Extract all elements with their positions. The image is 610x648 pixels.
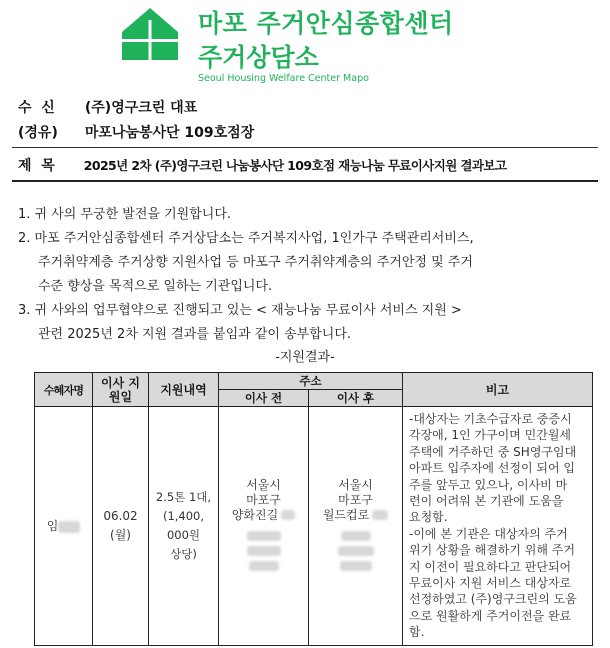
section-title: -지원결과-	[275, 350, 335, 365]
col-header-after: 이사 후	[309, 390, 403, 407]
recipient-label: 수 신	[18, 100, 55, 116]
before-line3	[220, 508, 307, 523]
subject-row	[18, 155, 506, 175]
col-header-move-date: 이사 지원일	[93, 373, 149, 407]
col-header-remark: 비고	[403, 373, 593, 407]
after-street: 월드컵로	[322, 507, 370, 522]
remark-line: 각장애, 1인 가구이며 민간월세	[409, 428, 571, 443]
redacted-address	[372, 510, 388, 520]
after-line3	[310, 508, 401, 523]
org-name-line1: 마포 주거안심종합센터	[198, 9, 454, 38]
redacted-block	[220, 529, 307, 574]
remark-line: 으로 원활하게 주거이전을 완료	[409, 608, 572, 623]
house-logo-icon	[118, 6, 182, 62]
via-value: 마포나눔봉사단 109호점장	[84, 125, 255, 141]
support-line1: 2.5톤 1대,	[155, 489, 212, 504]
recipient-name: 임	[46, 519, 59, 534]
col-header-recipient: 수혜자명	[35, 373, 93, 407]
cell-address-before	[219, 407, 309, 646]
redacted-address	[281, 510, 295, 520]
remark-line: 주택에 거주하던 중 SH영구임대	[409, 444, 577, 459]
col-header-address: 주소	[219, 373, 403, 390]
paragraph-3-line1: 3. 귀 사와의 업무협약으로 진행되고 있는 < 재능나눔 무료이사 서비스 지원 >	[18, 303, 462, 318]
remark-line: 요청함.	[409, 510, 448, 525]
support-line2: (1,400,	[162, 508, 205, 523]
support-result-table	[34, 372, 593, 646]
subject-value: 2025년 2차 (주)영구크린 나눔봉사단 109호점 재능나눔 무료이사지원 결과보고	[83, 158, 507, 173]
remark-line: -이에 본 기관은 대상자의 주거	[409, 526, 568, 541]
paragraph-2-line1: 2. 마포 주거안심종합센터 주거상담소는 주거복지사업, 1인가구 주택관리서비스,	[18, 231, 474, 246]
remark-line: 지 이전이 필요하다고 판단되어	[409, 559, 572, 574]
remark-line: 무료이사 지원 서비스 대상자로	[409, 576, 572, 591]
redacted-block	[310, 529, 401, 574]
paragraph-1: 1. 귀 사의 무궁한 발전을 기원합니다.	[18, 207, 232, 222]
remark-line: 위기 상황을 해결하기 위해 주거	[409, 543, 575, 558]
remark-line: 함.	[409, 625, 425, 640]
remark-line: 아파트 입주자에 선정이 되어 입	[409, 461, 575, 476]
cell-move-date	[93, 407, 149, 646]
paragraph-3-line2: 관련 2025년 2차 지원 결과를 붙임과 같이 송부합니다.	[38, 327, 352, 342]
remark-line: -대상자는 기초수급자로 중증시	[409, 412, 572, 426]
org-name-line2: 주거상담소	[198, 43, 319, 72]
cell-recipient	[35, 407, 93, 646]
move-weekday: (월)	[110, 527, 131, 542]
support-line3: 000원	[166, 527, 201, 542]
via-label: (경유)	[18, 125, 58, 141]
table-row	[35, 407, 593, 646]
remark-line: 련이 어려워 본 기관에 도움을	[409, 494, 564, 509]
via-row	[18, 122, 254, 142]
after-line1: 서울시	[338, 477, 373, 492]
col-header-support: 지원내역	[149, 373, 219, 407]
cell-support	[149, 407, 219, 646]
org-name-english: Seoul Housing Welfare Center Mapo	[198, 73, 369, 84]
remark-line: 주를 앞두고 있으나, 이사비 마	[409, 477, 568, 492]
header-divider-bottom	[12, 180, 598, 182]
redacted-name	[58, 521, 80, 533]
header-divider-top	[12, 147, 598, 148]
remark-line: 선정하였고 (주)영구크린의 도움	[409, 592, 577, 607]
before-street: 양화진길	[231, 507, 279, 522]
move-date: 06.02	[103, 508, 138, 523]
recipient-row	[18, 97, 197, 117]
recipient-value: (주)영구크린 대표	[84, 100, 198, 116]
cell-address-after	[309, 407, 403, 646]
col-header-before: 이사 전	[219, 390, 309, 407]
before-line2: 마포구	[246, 492, 281, 507]
before-line1: 서울시	[246, 477, 281, 492]
paragraph-2-line2: 주거취약계층 주거상향 지원사업 등 마포구 주거취약계층의 주거안정 및 주거	[38, 255, 473, 270]
cell-remark	[403, 407, 593, 646]
support-line4: 상당)	[170, 546, 197, 561]
subject-label: 제 목	[18, 158, 55, 174]
paragraph-2-line3: 수준 향상을 목적으로 일하는 기관입니다.	[38, 279, 273, 294]
after-line2: 마포구	[338, 492, 373, 507]
